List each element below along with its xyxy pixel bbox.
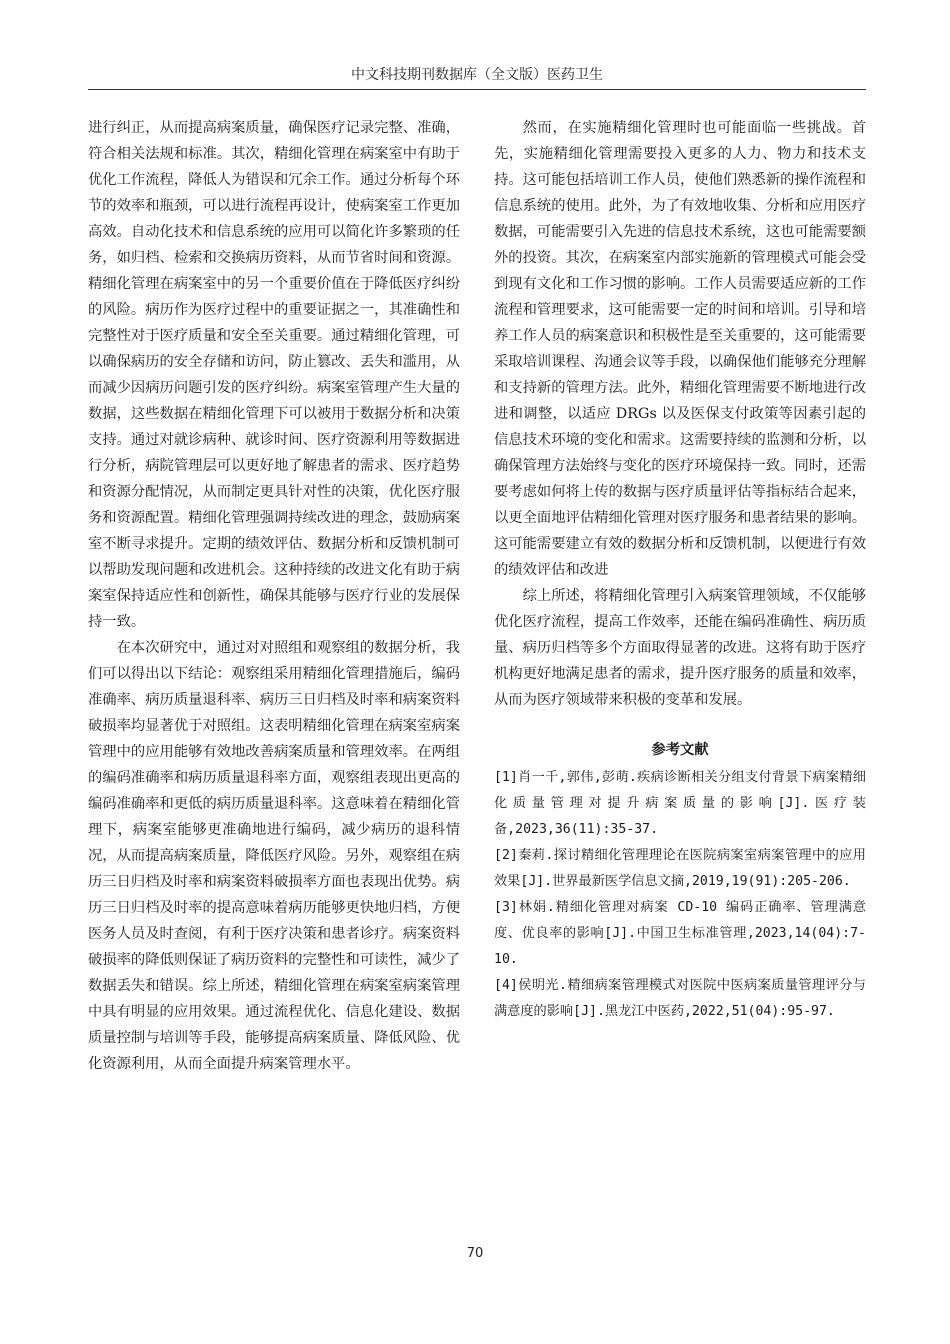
reference-item: [3]林娟.精细化管理对病案 CD-10 编码正确率、管理满意度、优良率的影响[J].中国卫生标准管理,2023,14(04):7-10. [494,900,866,967]
journal-header: 中文科技期刊数据库（全文版）医药卫生 [351,67,603,83]
body-paragraph: 然而，在实施精细化管理时也可能面临一些挑战。首先，实施精细化管理需要投入更多的人力、物力和技术支持。这可能包括培训工作人员，使他们熟悉新的操作流程和信息系统的使用。此外，为了有效地收集、分析和应用医疗数据，可能需要引入先进的信息技术系统，这也可能需要额外的投资。其次，在病案室内部实施新的管理模式可能会受到现有文化和工作习惯的影响。工作人员需要适应新的工作流程和管理要求，这可能需要一定的时间和培训。引导和培养工作人员的病案意识和积极性是至关重要的，这可能需要采取培训课程、沟通会议等手段，以确保他们能够充分理解和支持新的管理方法。此外，精细化管理需要不断地进行改进和调整，以适应 DRGs 以及医保支付政策等因素引起的信息技术环境的变化和需求。这需要持续的监测和分析，以确保管理方法始终与变化的医疗环境保持一致。同时，还需要考虑如何将上传的数据与医疗质量评估等指标结合起来，以更全面地评估精细化管理对医疗服务和患者结果的影响。这可能需要建立有效的数据分析和反馈机制，以便进行有效的绩效评估和改进 [494,120,866,578]
body-paragraph: 进行纠正，从而提高病案质量，确保医疗记录完整、准确，符合相关法规和标准。其次，精细化管理在病案室中有助于优化工作流程，降低人为错误和冗余工作。通过分析每个环节的效率和瓶颈，可以进行流程再设计，使病案室工作更加高效。自动化技术和信息系统的应用可以简化许多繁琐的任务，如归档、检索和交换病历资料，从而节省时间和资源。精细化管理在病案室中的另一个重要价值在于降低医疗纠纷的风险。病历作为医疗过程中的重要证据之一，其准确性和完整性对于医疗质量和安全至关重要。通过精细化管理，可以确保病历的安全存储和访问，防止篡改、丢失和滥用，从而减少因病历问题引发的医疗纠纷。病案室管理产生大量的数据，这些数据在精细化管理下可以被用于数据分析和决策支持。通过对就诊病种、就诊时间、医疗资源利用等数据进行分析，病院管理层可以更好地了解患者的需求、医疗趋势和资源分配情况，从而制定更具针对性的决策，优化医疗服务和资源配置。精细化管理强调持续改进的理念，鼓励病案室不断寻求提升。定期的绩效评估、数据分析和反馈机制可以帮助发现问题和改进机会。这种持续的改进文化有助于病案室保持适应性和创新性，确保其能够与医疗行业的发展保持一致。 [88,120,460,630]
reference-item: [1]肖一千,郭伟,彭萌.疾病诊断相关分组支付背景下病案精细化质量管理对提升病案质量的影响[J].医疗装备,2023,36(11):35-37. [494,770,866,837]
reference-item: [2]秦莉.探讨精细化管理理论在医院病案室病案管理中的应用效果[J].世界最新医学信息文摘,2019,19(91):205-206. [494,848,866,889]
right-column [494,115,866,1025]
page-number: 70 [466,1246,484,1261]
header-divider [88,89,866,90]
body-paragraph: 综上所述，将精细化管理引入病案管理领域，不仅能够优化医疗流程，提高工作效率，还能在编码准确性、病历质量、病历归档等多个方面取得显著的改进。这将有助于医疗机构更好地满足患者的需求，提升医疗服务的质量和效率，从而为医疗领域带来积极的变革和发展。 [494,588,866,708]
body-paragraph: 在本次研究中，通过对对照组和观察组的数据分析，我们可以得出以下结论：观察组采用精细化管理措施后，编码准确率、病历质量退科率、病历三日归档及时率和病案资料破损率均显著优于对照组。这表明精细化管理在病案室病案管理中的应用能够有效地改善病案质量和管理效率。在两组的编码准确率和病历质量退科率方面，观察组表现出更高的编码准确率和更低的病历质量退科率。这意味着在精细化管理下，病案室能够更准确地进行编码，减少病历的退科情况，从而提高病案质量，降低医疗风险。另外，观察组在病历三日归档及时率和病案资料破损率方面也表现出优势。病历三日归档及时率的提高意味着病历能够更快地归档，方便医务人员及时查阅，有利于医疗决策和患者诊疗。病案资料破损率的降低则保证了病历资料的完整性和可读性，减少了数据丢失和错误。综上所述，精细化管理在病案室病案管理中具有明显的应用效果。通过流程优化、信息化建设、数据质量控制与培训等手段，能够提高病案质量、降低风险、优化资源利用，从而全面提升病案管理水平。 [88,640,460,1072]
reference-item: [4]侯明光.精细病案管理模式对医院中医病案质量管理评分与满意度的影响[J].黑龙江中医药,2022,51(04):95-97. [494,978,866,1019]
references-title: 参考文献 [651,742,709,758]
left-column [88,115,460,1077]
